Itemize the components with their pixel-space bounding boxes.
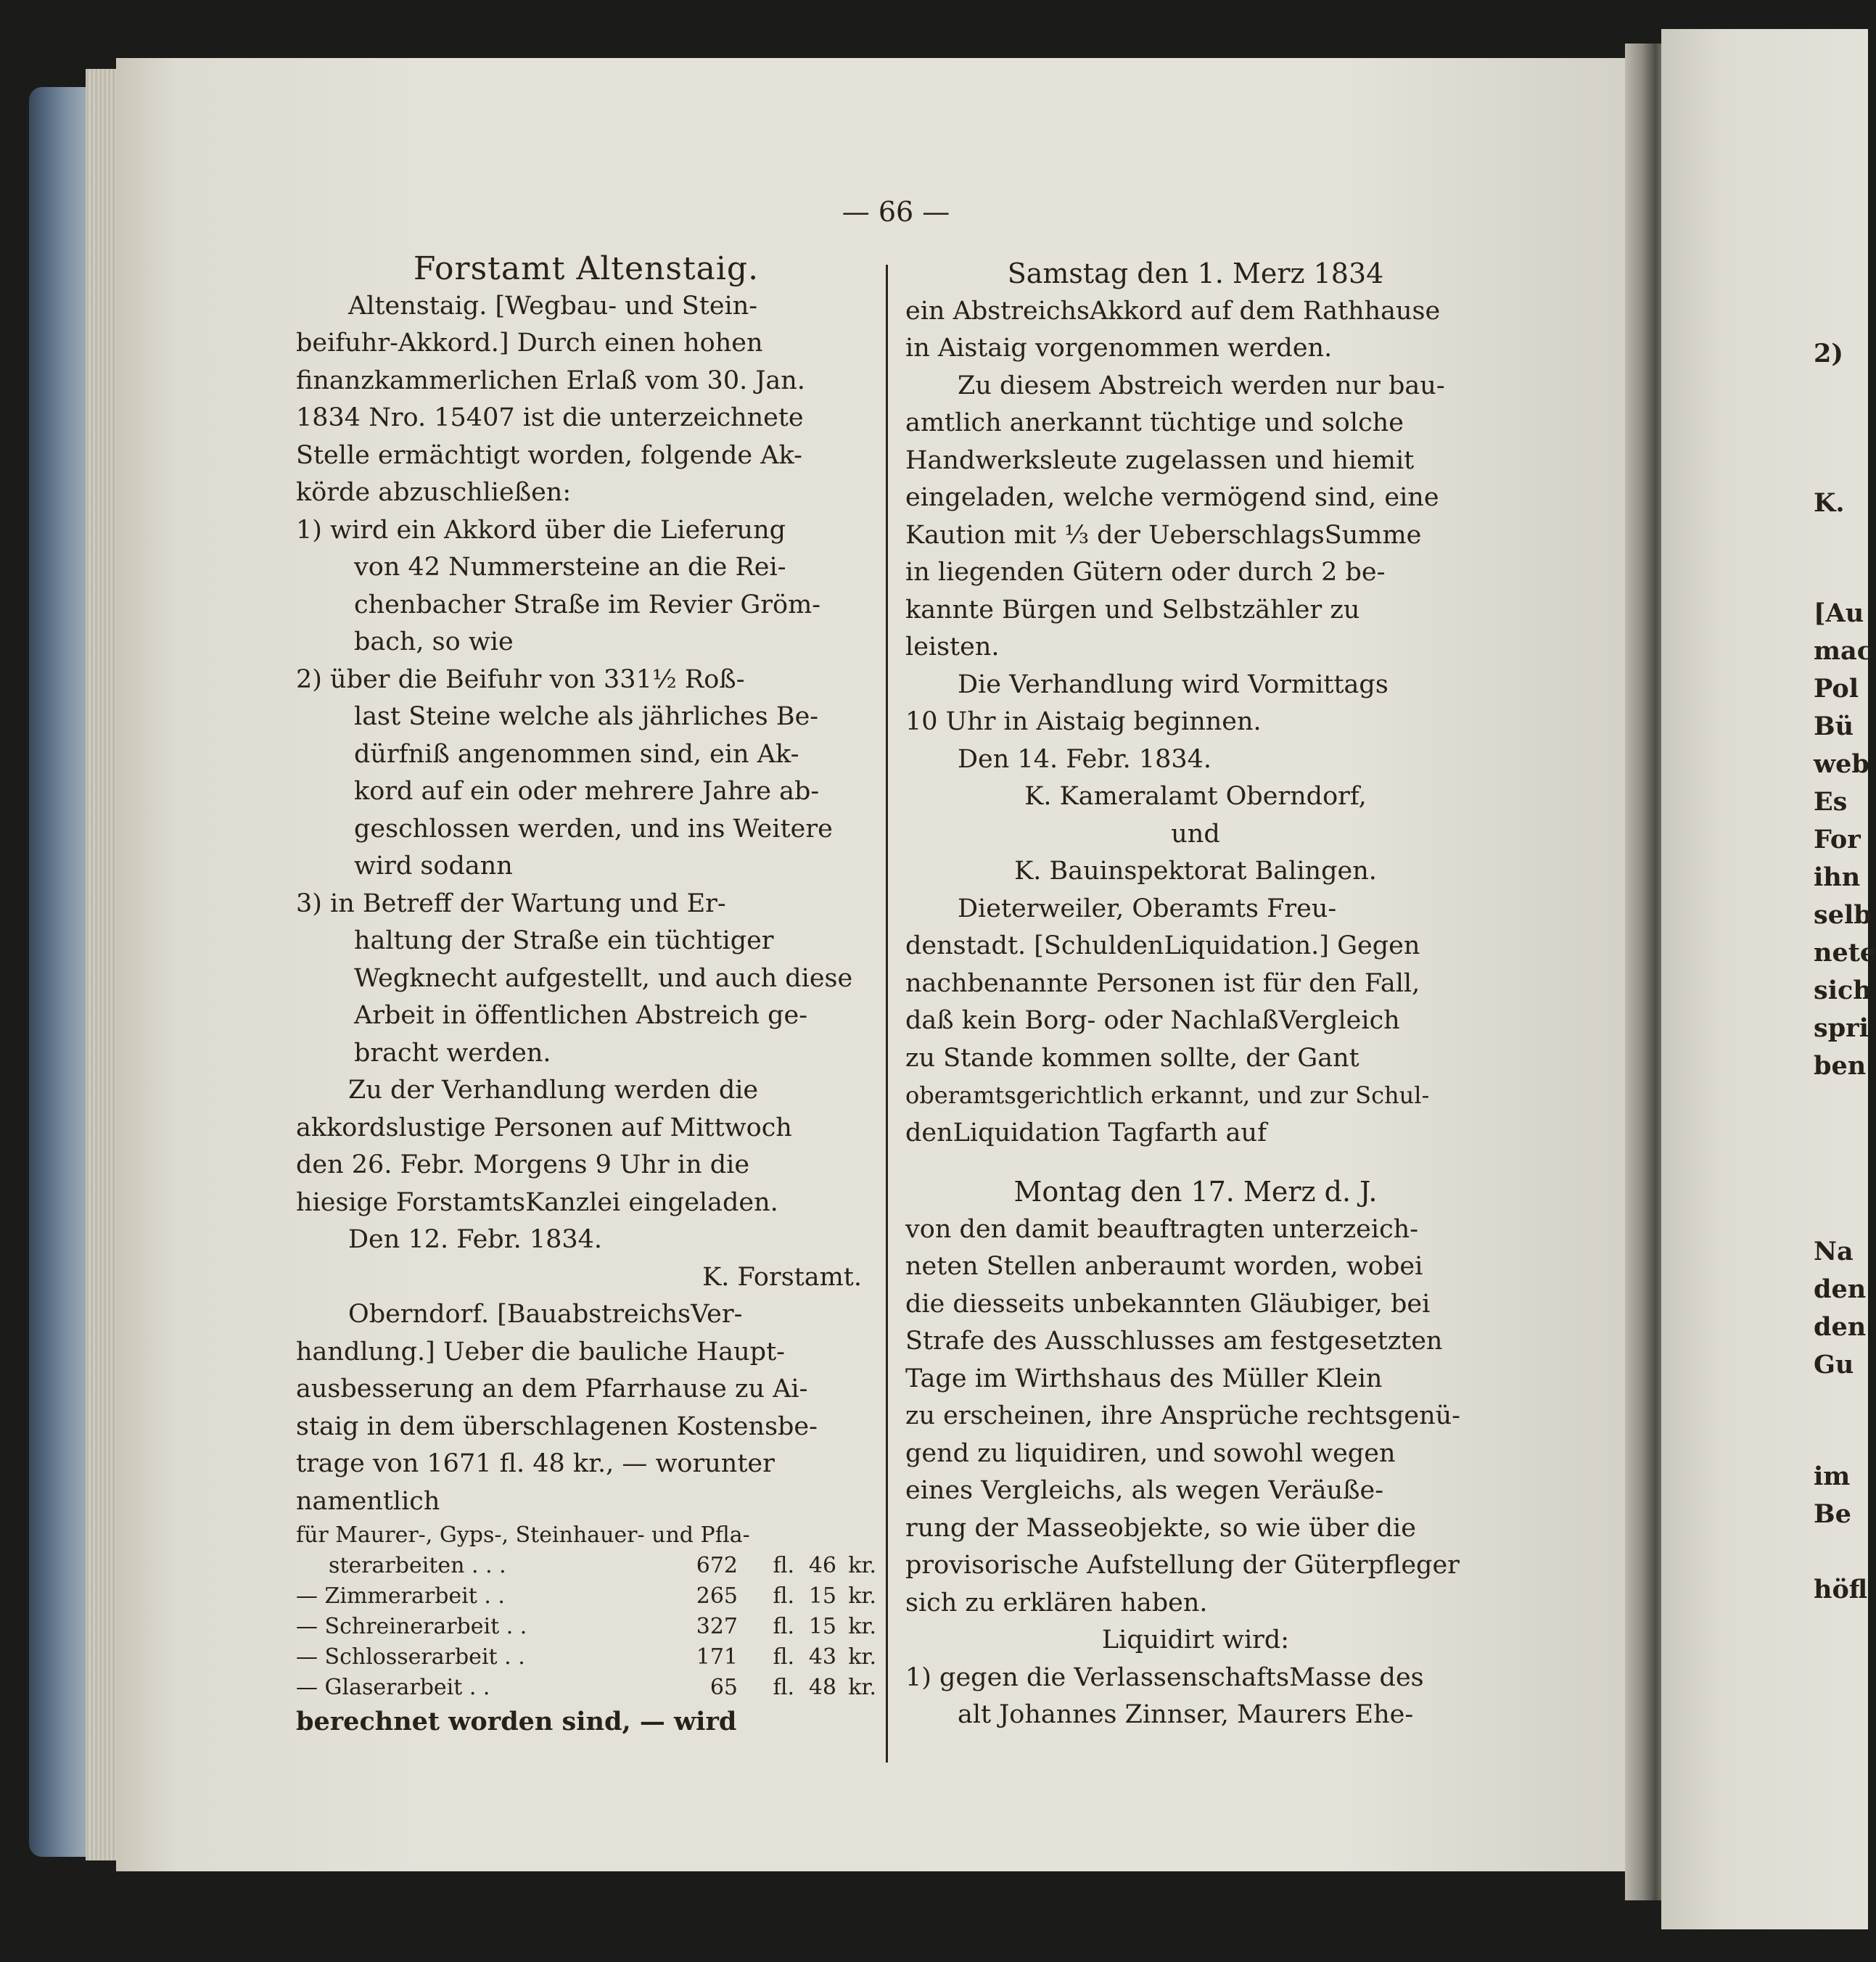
date-line: Den 14. Febr. 1834. xyxy=(958,744,1212,774)
date-line: Den 12. Febr. 1834. xyxy=(348,1225,603,1254)
cost-kr: 43 xyxy=(808,1644,836,1670)
text-line: 10 Uhr in Aistaig beginnen. xyxy=(905,707,1262,736)
fragment-text: Be xyxy=(1814,1499,1851,1529)
right-column xyxy=(905,255,1486,1734)
text-line: Die Verhandlung wird Vormittags xyxy=(958,669,1389,699)
text-line: von den damit beauftragten unterzeich- xyxy=(905,1214,1419,1244)
cost-fl: 171 xyxy=(696,1644,738,1670)
column-rule xyxy=(886,265,888,1763)
fragment-text: selb xyxy=(1814,900,1872,930)
signature: K. Bauinspektorat Balingen. xyxy=(1014,857,1377,886)
text-line: finanzkammerlichen Erlaß vom 30. Jan. xyxy=(296,366,805,395)
signature: und xyxy=(1171,819,1220,849)
text-line: amtlich anerkannt tüchtige und solche xyxy=(905,408,1404,437)
fragment-text: ihn xyxy=(1814,862,1861,892)
text-line: Kaution mit ⅓ der UeberschlagsSumme xyxy=(905,520,1422,550)
fragment-text: Bü xyxy=(1814,712,1854,741)
cost-row xyxy=(296,1581,876,1612)
cost-row xyxy=(296,1551,876,1581)
cost-label: — Zimmerarbeit . . xyxy=(296,1583,505,1609)
text-line: namentlich xyxy=(296,1486,440,1516)
section-heading: Forstamt Altenstaig. xyxy=(413,250,760,287)
text-line: beifuhr-Akkord.] Durch einen hohen xyxy=(296,329,763,358)
text-line: Stelle ermächtigt worden, folgende Ak- xyxy=(296,440,802,470)
page-number: — 66 — xyxy=(842,196,950,228)
text-line: in liegenden Gütern oder durch 2 be- xyxy=(905,558,1386,587)
text-line: provisorische Aufstellung der Güterpfleger xyxy=(905,1551,1460,1580)
text-line: daß kein Borg- oder NachlaßVergleich xyxy=(905,1006,1400,1035)
fragment-text: web xyxy=(1814,749,1869,779)
list-item-line: geschlossen werden, und ins Weitere xyxy=(354,814,833,844)
cost-kr-unit: kr. xyxy=(848,1583,876,1609)
text-line: Strafe des Ausschlusses am festgesetzten xyxy=(905,1327,1443,1356)
fragment-text: For xyxy=(1814,825,1861,854)
cost-kr-unit: kr. xyxy=(848,1675,876,1700)
text-line: den 26. Febr. Morgens 9 Uhr in die xyxy=(296,1150,750,1179)
text-line: die diesseits unbekannten Gläubiger, bei xyxy=(905,1289,1431,1319)
fragment-text: höfl xyxy=(1814,1575,1868,1604)
left-column xyxy=(296,250,876,1741)
cost-kr: 15 xyxy=(808,1583,836,1609)
text-line: oberamtsgerichtlich erkannt, und zur Schul- xyxy=(905,1081,1430,1109)
cost-row xyxy=(296,1673,876,1703)
text-line: Zu der Verhandlung werden die xyxy=(348,1076,759,1105)
list-item-line: 1) gegen die VerlassenschaftsMasse des xyxy=(905,1662,1424,1692)
text-line: ein AbstreichsAkkord auf dem Rathhause xyxy=(905,296,1441,326)
text-line: eingeladen, welche vermögend sind, eine xyxy=(905,483,1439,512)
fragment-text: im xyxy=(1814,1462,1851,1491)
cost-fl-unit: fl. xyxy=(773,1644,794,1670)
text-line: nachbenannte Personen ist für den Fall, xyxy=(905,968,1420,998)
date-heading: Samstag den 1. Merz 1834 xyxy=(1007,257,1384,289)
fragment-text: ben xyxy=(1814,1051,1867,1081)
list-item-line: Wegknecht aufgestellt, und auch diese xyxy=(354,963,853,993)
fragment-text: den xyxy=(1814,1274,1867,1304)
fragment-text: sich xyxy=(1814,976,1872,1005)
cost-label: — Schlosserarbeit . . xyxy=(296,1644,525,1670)
list-item-line: wird sodann xyxy=(354,852,513,881)
cost-fl-unit: fl. xyxy=(773,1583,794,1609)
list-item-line: last Steine welche als jährliches Be- xyxy=(354,702,819,731)
subheading: Liquidirt wird: xyxy=(1101,1625,1290,1654)
cost-label: sterarbeiten . . . xyxy=(329,1553,506,1578)
list-item-line: Arbeit in öffentlichen Abstreich ge- xyxy=(354,1001,808,1030)
cost-fl: 265 xyxy=(696,1583,738,1609)
text-line: gend zu liquidiren, und sowohl wegen xyxy=(905,1438,1396,1468)
text-line: in Aistaig vorgenommen werden. xyxy=(905,334,1333,363)
text-line: körde abzuschließen: xyxy=(296,478,572,507)
fragment-text: nete xyxy=(1814,938,1876,968)
cost-fl-unit: fl. xyxy=(773,1614,794,1639)
text-line: neten Stellen anberaumt worden, wobei xyxy=(905,1252,1423,1281)
text-line: handlung.] Ueber die bauliche Haupt- xyxy=(296,1337,785,1367)
text-line: Tage im Wirthshaus des Müller Klein xyxy=(905,1364,1383,1393)
fragment-text: den xyxy=(1814,1312,1867,1342)
text-line: 1834 Nro. 15407 ist die unterzeichnete xyxy=(296,403,804,432)
text-line: kannte Bürgen und Selbstzähler zu xyxy=(905,595,1360,625)
list-item-line: haltung der Straße ein tüchtiger xyxy=(354,926,774,955)
text-line: akkordslustige Personen auf Mittwoch xyxy=(296,1113,792,1142)
list-item-line: dürfniß angenommen sind, ein Ak- xyxy=(354,739,799,769)
text-line: denstadt. [SchuldenLiquidation.] Gegen xyxy=(905,931,1420,960)
list-item-line: alt Johannes Zinnser, Maurers Ehe- xyxy=(958,1700,1414,1729)
fragment-text: Es xyxy=(1814,787,1848,817)
text-line: Oberndorf. [BauabstreichsVer- xyxy=(348,1300,743,1329)
fragment-text: [Au xyxy=(1814,598,1864,628)
fragment-text: mac xyxy=(1814,636,1873,666)
list-item-line: kord auf ein oder mehrere Jahre ab- xyxy=(354,777,820,806)
list-item-line: von 42 Nummersteine an die Rei- xyxy=(354,553,786,582)
cost-fl: 672 xyxy=(696,1553,738,1578)
text-line: rung der Masseobjekte, so wie über die xyxy=(905,1513,1416,1543)
text-line: Handwerksleute zugelassen und hiemit xyxy=(905,445,1415,475)
text-line: ausbesserung an dem Pfarrhause zu Ai- xyxy=(296,1374,808,1404)
cost-kr: 48 xyxy=(808,1675,836,1700)
cost-label: — Glaserarbeit . . xyxy=(296,1675,490,1700)
cost-kr: 46 xyxy=(808,1553,836,1578)
list-item-line: bach, so wie xyxy=(354,627,514,656)
fragment-text: K. xyxy=(1814,488,1845,518)
text-line: Dieterweiler, Oberamts Freu- xyxy=(958,894,1337,923)
text-line: denLiquidation Tagfarth auf xyxy=(905,1118,1267,1147)
list-item-line: chenbacher Straße im Revier Gröm- xyxy=(354,590,821,619)
text-line: trage von 1671 fl. 48 kr., — worunter xyxy=(296,1449,775,1478)
cost-fl: 327 xyxy=(696,1614,738,1639)
cost-row xyxy=(296,1612,876,1642)
cost-kr-unit: kr. xyxy=(848,1644,876,1670)
cost-intro: für Maurer-, Gyps-, Steinhauer- und Pfla- xyxy=(296,1522,750,1548)
text-line: sich zu erklären haben. xyxy=(905,1588,1208,1617)
text-line: Altenstaig. [Wegbau- und Stein- xyxy=(348,291,758,321)
fragment-text: Pol xyxy=(1814,674,1859,704)
text-line: Zu diesem Abstreich werden nur bau- xyxy=(958,371,1445,400)
text-line: zu erscheinen, ihre Ansprüche rechtsgenü- xyxy=(905,1401,1460,1430)
list-item-line: 1) wird ein Akkord über die Lieferung xyxy=(296,515,786,545)
cost-kr-unit: kr. xyxy=(848,1553,876,1578)
signature: K. Kameralamt Oberndorf, xyxy=(1024,782,1367,811)
date-heading: Montag den 17. Merz d. J. xyxy=(1013,1176,1378,1208)
signature: K. Forstamt. xyxy=(702,1262,862,1292)
fragment-text: spri xyxy=(1814,1013,1869,1043)
cost-row xyxy=(296,1642,876,1673)
cost-fl: 65 xyxy=(709,1675,738,1700)
list-item-line: 3) in Betreff der Wartung und Er- xyxy=(296,889,726,918)
list-item-line: bracht werden. xyxy=(354,1038,551,1068)
cost-kr-unit: kr. xyxy=(848,1614,876,1639)
cost-kr: 15 xyxy=(808,1614,836,1639)
text-line: berechnet worden sind, — wird xyxy=(296,1707,737,1736)
text-line: leisten. xyxy=(905,632,1000,661)
cost-fl-unit: fl. xyxy=(773,1553,794,1578)
cost-label: — Schreinerarbeit . . xyxy=(296,1614,527,1639)
text-line: hiesige ForstamtsKanzlei eingeladen. xyxy=(296,1187,778,1217)
fragment-text: Na xyxy=(1814,1237,1854,1266)
text-line: staig in dem überschlagenen Kostensbe- xyxy=(296,1411,818,1441)
text-line: zu Stande kommen sollte, der Gant xyxy=(905,1043,1359,1073)
fragment-text: Gu xyxy=(1814,1350,1854,1380)
list-item-line: 2) über die Beifuhr von 331½ Roß- xyxy=(296,664,745,694)
cost-fl-unit: fl. xyxy=(773,1675,794,1700)
fragment-text: 2) xyxy=(1814,339,1843,368)
text-line: eines Vergleichs, als wegen Veräuße- xyxy=(905,1476,1384,1505)
